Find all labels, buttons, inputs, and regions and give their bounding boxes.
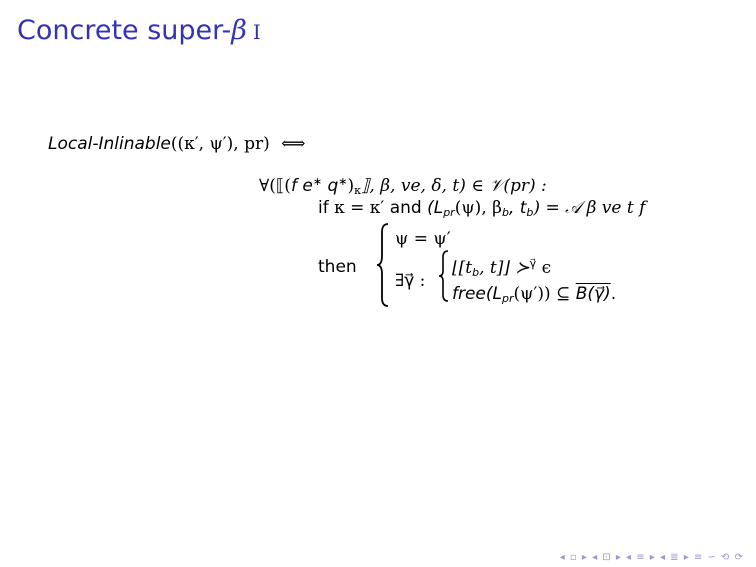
lhs-name: Local-Inlinable xyxy=(48,134,171,154)
outer-brace xyxy=(376,222,390,308)
case-2 xyxy=(452,283,616,310)
case-1 xyxy=(452,253,551,284)
and-word: and xyxy=(389,198,422,218)
if-cond-rest: ) = 𝒜 β ve t f xyxy=(533,198,646,218)
q-star: ∗ xyxy=(338,175,348,188)
forall-prefix: ∀(⟦( xyxy=(259,176,291,196)
forall-rest: ⟧, β, ve, δ, t) ∈ 𝒱(pr) : xyxy=(360,176,547,196)
case1-open: ⌊[t xyxy=(452,258,473,278)
kappa-sub: κ xyxy=(354,184,361,197)
case2-B-gamma: B(γ⃗) xyxy=(575,284,611,304)
title-roman-numeral: I xyxy=(252,20,261,44)
exists-gamma: ∃γ⃗ : xyxy=(395,271,426,291)
formula-lhs xyxy=(48,133,306,155)
beamer-navigation-bar[interactable]: ◂ ▫ ▸ ◂ ⊡ ▸ ◂ ≡ ▸ ◂ ≣ ▸ ≡ ∽ ⟲ ⟳ xyxy=(559,552,744,563)
case1-gamma-sup: γ⃗ xyxy=(529,257,537,270)
if-cond-kappa: κ = κ′ xyxy=(334,198,385,218)
case2-L: (L xyxy=(485,284,503,304)
if-cond-L: (L xyxy=(427,198,444,218)
case2-pr-sub: pr xyxy=(502,292,514,305)
psi-equation: ψ = ψ′ xyxy=(395,229,451,249)
case2-psi-subset: (ψ′)) ⊆ xyxy=(513,284,571,304)
if-line xyxy=(318,197,645,224)
close-call: ) xyxy=(347,176,355,196)
q-var: q xyxy=(327,176,339,196)
if-cond-psi: (ψ), β xyxy=(454,198,502,218)
e-var: e xyxy=(302,176,313,196)
if-word: if xyxy=(318,198,329,218)
case1-b-sub: b xyxy=(472,266,480,279)
e-star: ∗ xyxy=(312,175,323,188)
case1-epsilon: ϵ xyxy=(541,258,552,278)
b-sub-1: b xyxy=(501,206,509,219)
f-var: f xyxy=(290,176,297,196)
lhs-args: ((κ′, ψ′), pr) xyxy=(170,134,270,154)
case2-period: . xyxy=(610,284,617,304)
iff-symbol: ⟺ xyxy=(281,134,306,154)
slide-title xyxy=(17,14,261,49)
free-word: free xyxy=(452,284,486,304)
b-sub-2: b xyxy=(526,206,534,219)
title-text: Concrete super- xyxy=(17,15,232,46)
pr-sub: pr xyxy=(443,206,455,219)
title-beta: β xyxy=(231,15,247,46)
case1-mid: , t]⌋ ≻ xyxy=(479,258,530,278)
inner-brace xyxy=(438,249,450,303)
if-cond-t: , t xyxy=(508,198,527,218)
then-word: then xyxy=(318,257,357,277)
